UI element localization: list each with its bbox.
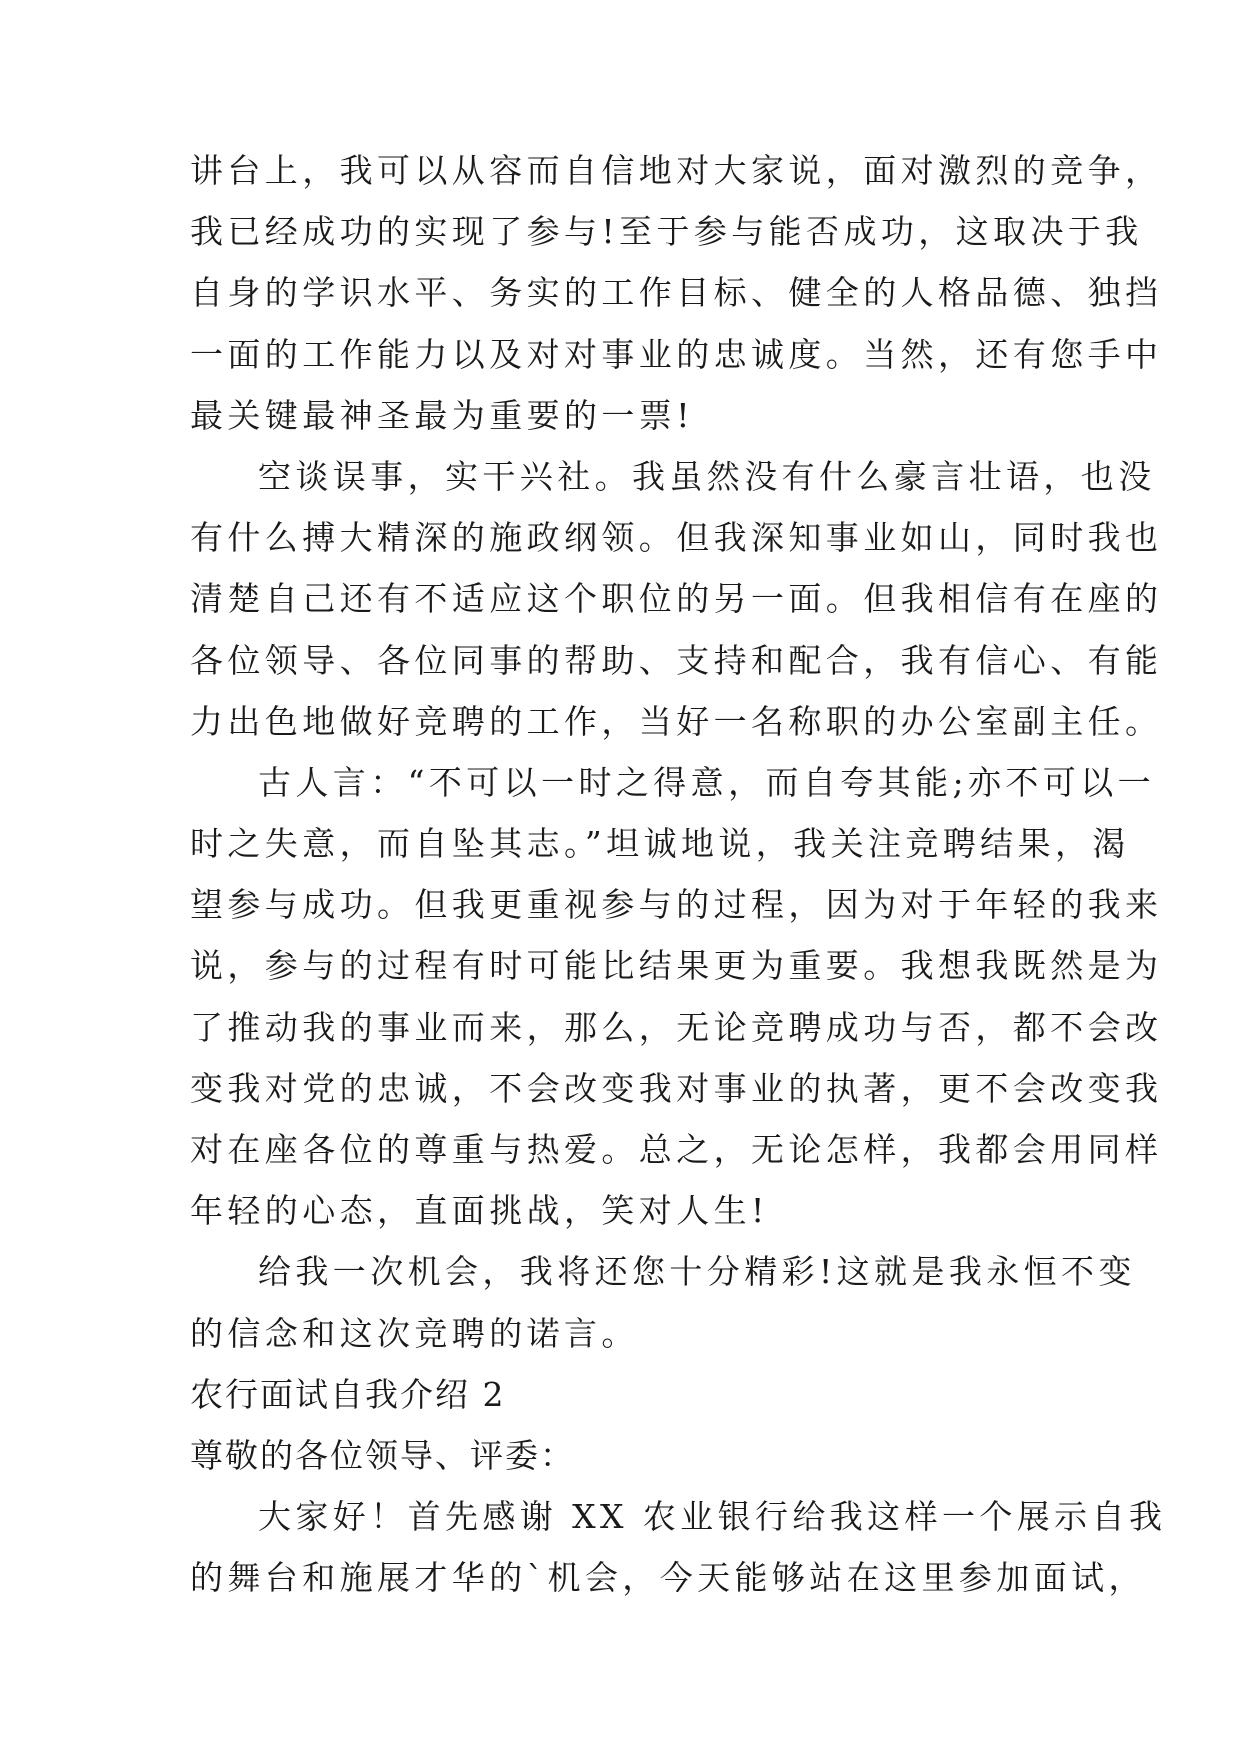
text-line: 大家好！首先感谢 XX 农业银行给我这样一个展示自我: [258, 1497, 1167, 1537]
paragraph-3: [190, 752, 1163, 1242]
text-line: 的信念和这次竞聘的诺言。: [190, 1313, 639, 1353]
text-line: 年轻的心态，直面挑战，笑对人生!: [190, 1191, 769, 1231]
text-line: 自身的学识水平、务实的工作目标、健全的人格品德、独挡: [190, 273, 1163, 313]
text-line: 有什么搏大精深的施政纲领。但我深知事业如山，同时我也: [190, 518, 1163, 558]
text-line: 最关键最神圣最为重要的一票!: [190, 395, 694, 435]
text-line: 给我一次机会，我将还您十分精彩!这就是我永恒不变: [258, 1252, 1136, 1292]
paragraph-1: [190, 140, 1163, 446]
paragraph-5: [190, 1486, 1167, 1608]
text-line: 讲台上，我可以从容而自信地对大家说，面对激烈的竞争，: [190, 151, 1163, 190]
text-line: 了推动我的事业而来，那么，无论竞聘成功与否，都不会改: [190, 1007, 1163, 1047]
text-line: 望参与成功。但我更重视参与的过程，因为对于年轻的我来: [190, 885, 1163, 925]
text-line: 古人言：“不可以一时之得意，而自夸其能;亦不可以一: [258, 762, 1155, 802]
text-line: 说，参与的过程有时可能比结果更为重要。我想我既然是为: [190, 946, 1163, 986]
paragraph-4: [190, 1241, 1136, 1363]
paragraph-2: [190, 446, 1163, 752]
text-line: 力出色地做好竞聘的工作，当好一名称职的办公室副主任。: [190, 701, 1163, 741]
text-line: 的舞台和施展才华的`机会，今天能够站在这里参加面试，: [190, 1558, 1146, 1598]
document-body: [190, 140, 1167, 1609]
text-line: 我已经成功的实现了参与!至于参与能否成功，这取决于我: [190, 212, 1143, 252]
text-line: 各位领导、各位同事的帮助、支持和配合，我有信心、有能: [190, 640, 1163, 680]
text-line: 清楚自己还有不适应这个职位的另一面。但我相信有在座的: [190, 579, 1163, 619]
text-line: 空谈误事，实干兴社。我虽然没有什么豪言壮语，也没: [258, 456, 1156, 496]
salutation: 尊敬的各位领导、评委：: [190, 1435, 575, 1475]
text-line: 时之失意，而自坠其志。”坦诚地说，我关注竞聘结果，渴: [190, 824, 1130, 864]
text-line: 一面的工作能力以及对对事业的忠诚度。当然，还有您手中: [190, 334, 1163, 374]
text-line: 对在座各位的尊重与热爱。总之，无论怎样，我都会用同样: [190, 1130, 1163, 1169]
text-line: 变我对党的忠诚，不会改变我对事业的执著，更不会改变我: [190, 1068, 1163, 1108]
section-title: 农行面试自我介绍 2: [190, 1374, 506, 1414]
